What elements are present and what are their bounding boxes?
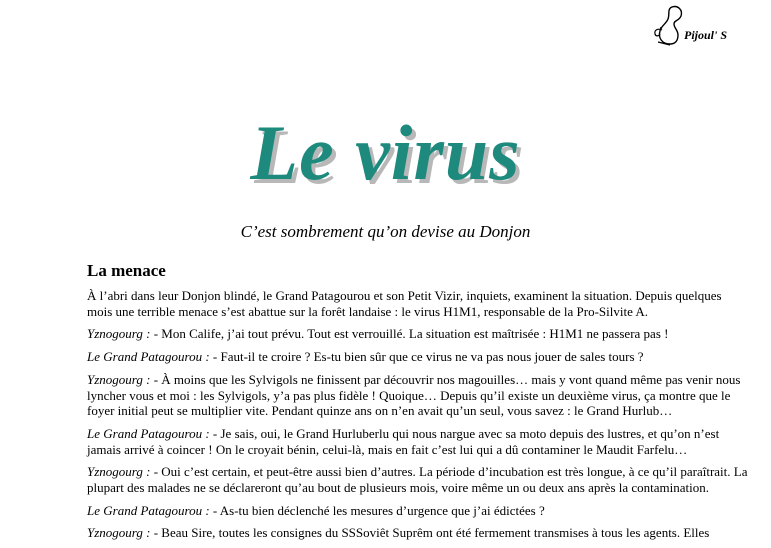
dialogue-line (87, 426, 749, 457)
speaker-name: Yznogourg : (87, 371, 151, 387)
dialogue-text: - Je sais, oui, le Grand Hurluberlu qui nous nargue avec sa moto depuis des lustres, et qu’on n’est jamais arrivé à coincer ! On le croyait bénin, celui-là, mais en fait c’est lui qui a dû contaminer le Maudit Farfelu… (87, 425, 720, 457)
logo (648, 4, 763, 50)
dialogue-text: - Mon Calife, j’ai tout prévu. Tout est verrouillé. La situation est maîtrisée : H1M1 ne passera pas ! (150, 326, 669, 342)
dialogue-line (87, 464, 749, 495)
subtitle: C’est sombrement qu’on devise au Donjon (240, 222, 531, 241)
squirrel-icon (648, 4, 688, 50)
dialogue-line (87, 503, 749, 519)
dialogue-text: - Oui c’est certain, et peut-être aussi bien d’autres. La période d’incubation est très longue, à ce qu’il paraîtrait. La plupart des malades ne se déclareront qu’au bout de plusieurs mois, voire même un ou deux ans après la contamination. (87, 464, 748, 496)
dialogue-text: - As-tu bien déclenché les mesures d’urgence que j’ai édictées ? (209, 502, 545, 518)
dialogue-line (87, 349, 749, 365)
speaker-name: Le Grand Patagourou : (87, 349, 210, 365)
page-title: Le virus (250, 109, 521, 196)
speaker-name: Le Grand Patagourou : (87, 425, 210, 441)
dialogue-line (87, 525, 749, 541)
speaker-name: Le Grand Patagourou : (87, 502, 210, 518)
paragraph-text: À l’abri dans leur Donjon blindé, le Grand Patagourou et son Petit Vizir, inquiets, examinent la situation. Depuis quelques mois une terrible menace s’est abattue sur la forêt landaise : le virus H1M1, responsable de la Pro-Silvite A. (87, 288, 722, 319)
paragraph (87, 288, 749, 319)
speaker-name: Yznogourg : (87, 464, 151, 480)
speaker-name: Yznogourg : (87, 326, 151, 342)
dialogue-text: - Faut-il te croire ? Es-tu bien sûr que ce virus ne va pas nous jouer de sales tours ? (209, 349, 644, 365)
dialogue-text: - Beau Sire, toutes les consignes du SSSoviêt Suprêm ont été fermement transmises à tous les agents. Elles (150, 525, 710, 541)
dialogue-line (87, 326, 749, 342)
section-heading: La menace (87, 261, 166, 280)
speaker-name: Yznogourg : (87, 525, 151, 541)
dialogue-line (87, 372, 749, 419)
dialogue-text: - À moins que les Sylvigols ne finissent par découvrir nos magouilles… mais y vont quand même pas venir nous lyncher vous et moi : les Sylvigols, y’a pas plus fidèle ! Quoique… Depuis qu’il existe un deuxième virus, ça montre que le foyer initial peut se multiplier vite. Pendant quinze ans on n’en avait qu’un seul, vous savez : le Grand Hurlub… (87, 371, 741, 419)
logo-text: Pijoul' S (684, 28, 728, 42)
document-body (87, 288, 749, 548)
